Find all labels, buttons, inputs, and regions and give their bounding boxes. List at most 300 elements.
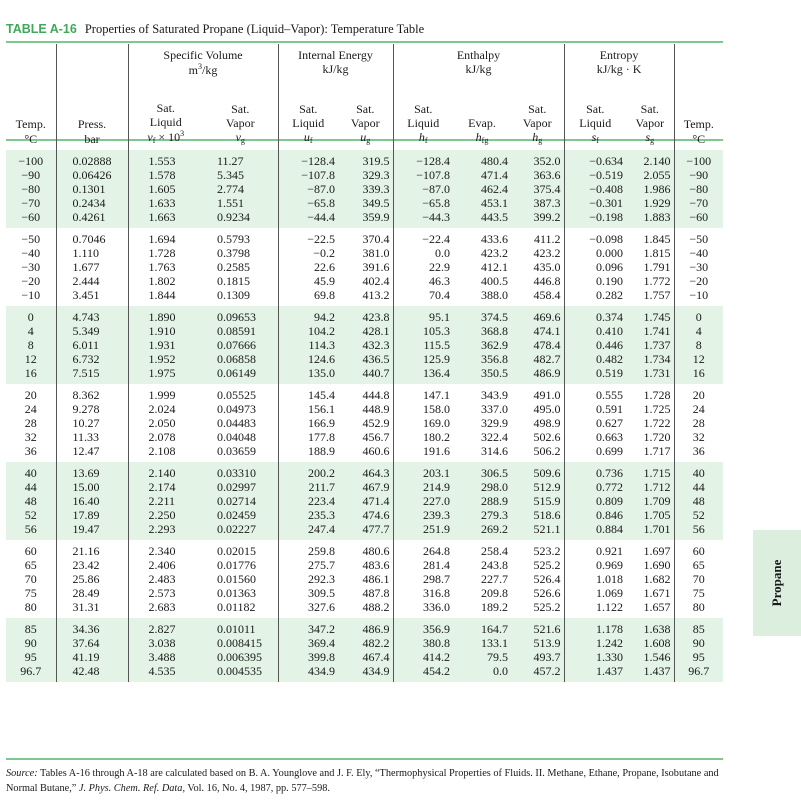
table-caption: Properties of Saturated Propane (Liquid–Vapor): Temperature Table bbox=[84, 22, 425, 36]
table-cell: 12.47 bbox=[56, 444, 128, 462]
table-cell: 434.9 bbox=[278, 664, 338, 682]
table-cell: 169.0 bbox=[393, 416, 453, 430]
table-cell: 45.9 bbox=[278, 274, 338, 288]
table-cell: 34.36 bbox=[56, 618, 128, 636]
table-cell: 2.108 bbox=[128, 444, 203, 462]
table-cell: 513.9 bbox=[511, 636, 564, 650]
table-cell: 1.709 bbox=[626, 494, 674, 508]
table-cell: 399.2 bbox=[511, 210, 564, 228]
table-cell: 60 bbox=[6, 540, 56, 558]
table-cell: 1.890 bbox=[128, 306, 203, 324]
table-cell: 243.8 bbox=[453, 558, 511, 572]
col-press: Press. bar bbox=[56, 90, 128, 150]
table-cell: 85 bbox=[6, 618, 56, 636]
table-cell: 0.06149 bbox=[203, 366, 278, 384]
table-cell: 486.9 bbox=[511, 366, 564, 384]
group-entropy: Entropy kJ/kg · K bbox=[564, 44, 674, 90]
table-cell: 467.9 bbox=[338, 480, 393, 494]
table-cell: 203.1 bbox=[393, 462, 453, 480]
table-cell: 1.633 bbox=[128, 196, 203, 210]
table-cell: 1.330 bbox=[564, 650, 626, 664]
table-cell: 115.5 bbox=[393, 338, 453, 352]
table-cell: 316.8 bbox=[393, 586, 453, 600]
table-cell: 41.19 bbox=[56, 650, 128, 664]
table-cell: 4.535 bbox=[128, 664, 203, 682]
table-row bbox=[6, 664, 723, 682]
table-cell: 275.7 bbox=[278, 558, 338, 572]
table-cell: 1.018 bbox=[564, 572, 626, 586]
table-cell: 0.004535 bbox=[203, 664, 278, 682]
table-cell: 1.720 bbox=[626, 430, 674, 444]
table-cell: 453.1 bbox=[453, 196, 511, 210]
table-cell: 0.627 bbox=[564, 416, 626, 430]
table-cell: 471.4 bbox=[453, 168, 511, 182]
table-cell: 13.69 bbox=[56, 462, 128, 480]
table-cell: 446.8 bbox=[511, 274, 564, 288]
table-cell: 444.8 bbox=[338, 384, 393, 402]
table-cell: 0.519 bbox=[564, 366, 626, 384]
table-cell: 1.772 bbox=[626, 274, 674, 288]
table-row bbox=[6, 210, 723, 228]
col-vg: Sat. Vapor $v_g$ bbox=[225, 101, 255, 146]
source-note: Source: Tables A-16 through A-18 are calculated based on B. A. Younglove and J. F. Ely, “Thermophysical Properties of Fluids. II. Methane, Ethane, Propane, Isobutane and Normal Butane,” J. Phys. Chem. Ref. Data, Vol. 16, No. 4, 1987, pp. 577–598. bbox=[6, 768, 719, 794]
group-specific-volume: Specific Volume $m^3/kg$ bbox=[128, 44, 278, 90]
table-cell: 474.6 bbox=[338, 508, 393, 522]
table-cell: 336.0 bbox=[393, 600, 453, 618]
table-cell: 0.06858 bbox=[203, 352, 278, 366]
group-internal-energy: Internal Energy kJ/kg bbox=[278, 44, 393, 90]
table-cell: 0 bbox=[6, 306, 56, 324]
table-cell: 28 bbox=[674, 416, 723, 430]
table-cell: 1.728 bbox=[128, 246, 203, 260]
table-row bbox=[6, 306, 723, 324]
table-cell: 1.671 bbox=[626, 586, 674, 600]
table-cell: 0.190 bbox=[564, 274, 626, 288]
table-cell: 1.553 bbox=[128, 150, 203, 168]
table-cell: 0.736 bbox=[564, 462, 626, 480]
table-cell: 1.845 bbox=[626, 228, 674, 246]
table-cell: 70 bbox=[674, 572, 723, 586]
table-cell: 435.0 bbox=[511, 260, 564, 274]
table-row bbox=[6, 618, 723, 636]
table-cell: 80 bbox=[6, 600, 56, 618]
table-cell: 436.5 bbox=[338, 352, 393, 366]
table-cell: 349.5 bbox=[338, 196, 393, 210]
table-cell: 85 bbox=[674, 618, 723, 636]
table-cell: 247.4 bbox=[278, 522, 338, 540]
table-row bbox=[6, 522, 723, 540]
table-cell: −0.634 bbox=[564, 150, 626, 168]
table-cell: 474.1 bbox=[511, 324, 564, 338]
table-cell: 368.8 bbox=[453, 324, 511, 338]
table-row bbox=[6, 416, 723, 430]
table-cell: 2.774 bbox=[203, 182, 278, 196]
table-cell: 281.4 bbox=[393, 558, 453, 572]
table-cell: 21.16 bbox=[56, 540, 128, 558]
table-cell: −107.8 bbox=[393, 168, 453, 182]
table-cell: 96.7 bbox=[6, 664, 56, 682]
table-cell: 443.5 bbox=[453, 210, 511, 228]
table-row bbox=[6, 558, 723, 572]
table-cell: 0.02714 bbox=[203, 494, 278, 508]
table-cell: 1.717 bbox=[626, 444, 674, 462]
table-cell: 400.5 bbox=[453, 274, 511, 288]
table-cell: −20 bbox=[6, 274, 56, 288]
group-enthalpy: Enthalpy kJ/kg bbox=[393, 44, 564, 90]
table-cell: 483.6 bbox=[338, 558, 393, 572]
table-cell: −44.3 bbox=[393, 210, 453, 228]
table-cell: 124.6 bbox=[278, 352, 338, 366]
table-row bbox=[6, 384, 723, 402]
table-cell: 495.0 bbox=[511, 402, 564, 416]
table-cell: −20 bbox=[674, 274, 723, 288]
table-cell: 28 bbox=[6, 416, 56, 430]
table-cell: 0.006395 bbox=[203, 650, 278, 664]
table-row bbox=[6, 650, 723, 664]
table-cell: 0.03659 bbox=[203, 444, 278, 462]
table-cell: 12 bbox=[6, 352, 56, 366]
table-cell: 0.1815 bbox=[203, 274, 278, 288]
table-cell: 125.9 bbox=[393, 352, 453, 366]
table-cell: 502.6 bbox=[511, 430, 564, 444]
table-cell: 433.6 bbox=[453, 228, 511, 246]
table-cell: −22.4 bbox=[393, 228, 453, 246]
table-cell: 1.737 bbox=[626, 338, 674, 352]
table-cell: 3.038 bbox=[128, 636, 203, 650]
table-row bbox=[6, 508, 723, 522]
table-cell: 0.08591 bbox=[203, 324, 278, 338]
table-cell: −90 bbox=[674, 168, 723, 182]
table-cell: 512.9 bbox=[511, 480, 564, 494]
table-cell: 1.110 bbox=[56, 246, 128, 260]
table-cell: −70 bbox=[674, 196, 723, 210]
table-cell: −65.8 bbox=[393, 196, 453, 210]
table-cell: 0.591 bbox=[564, 402, 626, 416]
table-cell: 2.250 bbox=[128, 508, 203, 522]
table-cell: −0.408 bbox=[564, 182, 626, 196]
table-cell: 1.728 bbox=[626, 384, 674, 402]
table-cell: 8 bbox=[674, 338, 723, 352]
table-cell: −40 bbox=[6, 246, 56, 260]
table-cell: 0 bbox=[674, 306, 723, 324]
table-cell: 177.8 bbox=[278, 430, 338, 444]
table-cell: 413.2 bbox=[338, 288, 393, 306]
table-cell: 0.4261 bbox=[56, 210, 128, 228]
table-cell: −70 bbox=[6, 196, 56, 210]
table-cell: 5.345 bbox=[203, 168, 278, 182]
table-cell: 423.2 bbox=[511, 246, 564, 260]
table-cell: 322.4 bbox=[453, 430, 511, 444]
table-row bbox=[6, 540, 723, 558]
table-row bbox=[6, 246, 723, 260]
table-row bbox=[6, 430, 723, 444]
table-cell: 24 bbox=[674, 402, 723, 416]
table-cell: 235.3 bbox=[278, 508, 338, 522]
table-cell: 2.444 bbox=[56, 274, 128, 288]
table-cell: 0.809 bbox=[564, 494, 626, 508]
table-cell: 471.4 bbox=[338, 494, 393, 508]
table-cell: −40 bbox=[674, 246, 723, 260]
table-cell: 0.000 bbox=[564, 246, 626, 260]
table-cell: 1.178 bbox=[564, 618, 626, 636]
table-cell: 469.6 bbox=[511, 306, 564, 324]
blank-header bbox=[56, 44, 128, 90]
table-cell: 9.278 bbox=[56, 402, 128, 416]
table-cell: 0.01363 bbox=[203, 586, 278, 600]
table-title bbox=[6, 22, 424, 37]
table-cell: 8.362 bbox=[56, 384, 128, 402]
table-cell: 0.04483 bbox=[203, 416, 278, 430]
table-cell: 28.49 bbox=[56, 586, 128, 600]
table-cell: 269.2 bbox=[453, 522, 511, 540]
table-cell: 0.02015 bbox=[203, 540, 278, 558]
table-row bbox=[6, 274, 723, 288]
table-cell: 1.802 bbox=[128, 274, 203, 288]
table-cell: 258.4 bbox=[453, 540, 511, 558]
table-cell: 251.9 bbox=[393, 522, 453, 540]
bottom-rule bbox=[6, 758, 723, 760]
table-cell: 46.3 bbox=[393, 274, 453, 288]
table-cell: 164.7 bbox=[453, 618, 511, 636]
table-cell: 223.4 bbox=[278, 494, 338, 508]
table-cell: 388.0 bbox=[453, 288, 511, 306]
table-cell: 523.2 bbox=[511, 540, 564, 558]
table-row bbox=[6, 196, 723, 210]
col-hg: Sat. Vapor $h_g$ bbox=[522, 101, 552, 146]
table-cell: −128.4 bbox=[393, 150, 453, 168]
table-cell: 381.0 bbox=[338, 246, 393, 260]
table-cell: −100 bbox=[674, 150, 723, 168]
table-cell: 488.2 bbox=[338, 600, 393, 618]
table-cell: 1.682 bbox=[626, 572, 674, 586]
table-cell: 1.638 bbox=[626, 618, 674, 636]
table-cell: 327.6 bbox=[278, 600, 338, 618]
table-cell: 1.731 bbox=[626, 366, 674, 384]
table-cell: 1.690 bbox=[626, 558, 674, 572]
table-cell: 350.5 bbox=[453, 366, 511, 384]
table-cell: 32 bbox=[674, 430, 723, 444]
table-cell: 356.8 bbox=[453, 352, 511, 366]
col-ug: Sat. Vapor $u_g$ bbox=[350, 101, 380, 146]
table-cell: 2.573 bbox=[128, 586, 203, 600]
table-cell: 370.4 bbox=[338, 228, 393, 246]
table-cell: 440.7 bbox=[338, 366, 393, 384]
table-cell: 0.02227 bbox=[203, 522, 278, 540]
table-cell: 1.815 bbox=[626, 246, 674, 260]
table-cell: 0.1309 bbox=[203, 288, 278, 306]
table-row bbox=[6, 324, 723, 338]
table-cell: 391.6 bbox=[338, 260, 393, 274]
table-cell: 0.1301 bbox=[56, 182, 128, 196]
table-cell: 259.8 bbox=[278, 540, 338, 558]
table-cell: 423.8 bbox=[338, 306, 393, 324]
table-cell: 11.27 bbox=[203, 150, 278, 168]
table-cell: 264.8 bbox=[393, 540, 453, 558]
table-cell: 1.069 bbox=[564, 586, 626, 600]
table-cell: 314.6 bbox=[453, 444, 511, 462]
table-cell: 1.694 bbox=[128, 228, 203, 246]
table-cell: 90 bbox=[674, 636, 723, 650]
table-cell: 4 bbox=[674, 324, 723, 338]
table-cell: 2.140 bbox=[626, 150, 674, 168]
table-cell: 2.055 bbox=[626, 168, 674, 182]
table-cell: 75 bbox=[6, 586, 56, 600]
table-cell: 0.846 bbox=[564, 508, 626, 522]
table-row bbox=[6, 150, 723, 168]
table-cell: 309.5 bbox=[278, 586, 338, 600]
table-cell: −0.198 bbox=[564, 210, 626, 228]
table-cell: 306.5 bbox=[453, 462, 511, 480]
table-cell: 457.2 bbox=[511, 664, 564, 682]
table-cell: 0.01560 bbox=[203, 572, 278, 586]
table-cell: 1.931 bbox=[128, 338, 203, 352]
table-cell: −22.5 bbox=[278, 228, 338, 246]
table-cell: 0.663 bbox=[564, 430, 626, 444]
table-cell: 0.09653 bbox=[203, 306, 278, 324]
table-cell: 525.2 bbox=[511, 600, 564, 618]
table-cell: 0.05525 bbox=[203, 384, 278, 402]
table-cell: 1.722 bbox=[626, 416, 674, 430]
table-cell: 298.7 bbox=[393, 572, 453, 586]
table-cell: 0.482 bbox=[564, 352, 626, 366]
table-cell: 32 bbox=[6, 430, 56, 444]
table-cell: 20 bbox=[674, 384, 723, 402]
table-cell: 1.763 bbox=[128, 260, 203, 274]
table-row bbox=[6, 228, 723, 246]
table-cell: −0.519 bbox=[564, 168, 626, 182]
table-cell: 44 bbox=[6, 480, 56, 494]
table-cell: 482.7 bbox=[511, 352, 564, 366]
table-cell: 147.1 bbox=[393, 384, 453, 402]
table-cell: 0.06426 bbox=[56, 168, 128, 182]
table-row bbox=[6, 600, 723, 618]
table-cell: 12 bbox=[674, 352, 723, 366]
table-cell: 456.7 bbox=[338, 430, 393, 444]
table-cell: 1.546 bbox=[626, 650, 674, 664]
table-cell: 1.745 bbox=[626, 306, 674, 324]
table-cell: 0.0 bbox=[393, 246, 453, 260]
table-cell: 10.27 bbox=[56, 416, 128, 430]
table-row bbox=[6, 494, 723, 508]
table-cell: 480.4 bbox=[453, 150, 511, 168]
table-cell: 0.02459 bbox=[203, 508, 278, 522]
table-cell: 239.3 bbox=[393, 508, 453, 522]
table-cell: 1.705 bbox=[626, 508, 674, 522]
table-cell: 135.0 bbox=[278, 366, 338, 384]
table-cell: 0.374 bbox=[564, 306, 626, 324]
table-cell: 0.3798 bbox=[203, 246, 278, 260]
table-cell: 56 bbox=[674, 522, 723, 540]
table-cell: 1.929 bbox=[626, 196, 674, 210]
table-cell: 478.4 bbox=[511, 338, 564, 352]
table-cell: −10 bbox=[6, 288, 56, 306]
table-cell: 1.657 bbox=[626, 600, 674, 618]
table-cell: 52 bbox=[6, 508, 56, 522]
table-cell: 2.078 bbox=[128, 430, 203, 444]
table-cell: 356.9 bbox=[393, 618, 453, 636]
table-cell: 7.515 bbox=[56, 366, 128, 384]
table-cell: 0.03310 bbox=[203, 462, 278, 480]
table-cell: 1.910 bbox=[128, 324, 203, 338]
property-table-wrapper bbox=[6, 44, 723, 682]
table-row bbox=[6, 572, 723, 586]
table-cell: 11.33 bbox=[56, 430, 128, 444]
table-cell: 0.410 bbox=[564, 324, 626, 338]
table-cell: 414.2 bbox=[393, 650, 453, 664]
table-cell: −80 bbox=[6, 182, 56, 196]
table-cell: 1.551 bbox=[203, 196, 278, 210]
table-cell: 70 bbox=[6, 572, 56, 586]
table-cell: 0.01011 bbox=[203, 618, 278, 636]
table-cell: 0.07666 bbox=[203, 338, 278, 352]
table-cell: 1.122 bbox=[564, 600, 626, 618]
table-cell: 75 bbox=[674, 586, 723, 600]
table-row bbox=[6, 444, 723, 462]
property-table bbox=[6, 44, 723, 682]
col-temp-right: Temp. °C bbox=[674, 90, 723, 150]
table-cell: 1.437 bbox=[564, 664, 626, 682]
table-cell: 42.48 bbox=[56, 664, 128, 682]
table-cell: 31.31 bbox=[56, 600, 128, 618]
table-cell: 25.86 bbox=[56, 572, 128, 586]
table-cell: 70.4 bbox=[393, 288, 453, 306]
table-cell: 36 bbox=[6, 444, 56, 462]
table-cell: −65.8 bbox=[278, 196, 338, 210]
table-cell: 1.883 bbox=[626, 210, 674, 228]
table-cell: 493.7 bbox=[511, 650, 564, 664]
table-cell: 423.2 bbox=[453, 246, 511, 260]
table-cell: 448.9 bbox=[338, 402, 393, 416]
table-cell: −10 bbox=[674, 288, 723, 306]
table-cell: −0.098 bbox=[564, 228, 626, 246]
table-cell: −0.2 bbox=[278, 246, 338, 260]
table-cell: 114.3 bbox=[278, 338, 338, 352]
table-cell: 521.6 bbox=[511, 618, 564, 636]
table-cell: 0.01182 bbox=[203, 600, 278, 618]
table-cell: −60 bbox=[6, 210, 56, 228]
table-cell: 1.701 bbox=[626, 522, 674, 540]
table-cell: 0.5793 bbox=[203, 228, 278, 246]
table-cell: 16.40 bbox=[56, 494, 128, 508]
blank-header bbox=[674, 44, 723, 90]
table-cell: 48 bbox=[6, 494, 56, 508]
table-row bbox=[6, 480, 723, 494]
table-cell: 145.4 bbox=[278, 384, 338, 402]
table-cell: 1.697 bbox=[626, 540, 674, 558]
table-cell: 23.42 bbox=[56, 558, 128, 572]
table-cell: 227.0 bbox=[393, 494, 453, 508]
table-cell: 1.578 bbox=[128, 168, 203, 182]
col-hf: Sat. Liquid $h_f$ bbox=[393, 90, 453, 150]
table-cell: 0.699 bbox=[564, 444, 626, 462]
table-cell: 482.2 bbox=[338, 636, 393, 650]
table-cell: 1.791 bbox=[626, 260, 674, 274]
table-cell: 399.8 bbox=[278, 650, 338, 664]
table-cell: 158.0 bbox=[393, 402, 453, 416]
table-cell: 1.242 bbox=[564, 636, 626, 650]
table-cell: 464.3 bbox=[338, 462, 393, 480]
table-cell: 0.01776 bbox=[203, 558, 278, 572]
table-cell: 0.096 bbox=[564, 260, 626, 274]
table-cell: 292.3 bbox=[278, 572, 338, 586]
table-cell: 352.0 bbox=[511, 150, 564, 168]
table-cell: 0.921 bbox=[564, 540, 626, 558]
table-cell: 0.2434 bbox=[56, 196, 128, 210]
table-cell: 0.7046 bbox=[56, 228, 128, 246]
table-cell: 0.02888 bbox=[56, 150, 128, 168]
table-cell: 16 bbox=[6, 366, 56, 384]
table-cell: 1.734 bbox=[626, 352, 674, 366]
